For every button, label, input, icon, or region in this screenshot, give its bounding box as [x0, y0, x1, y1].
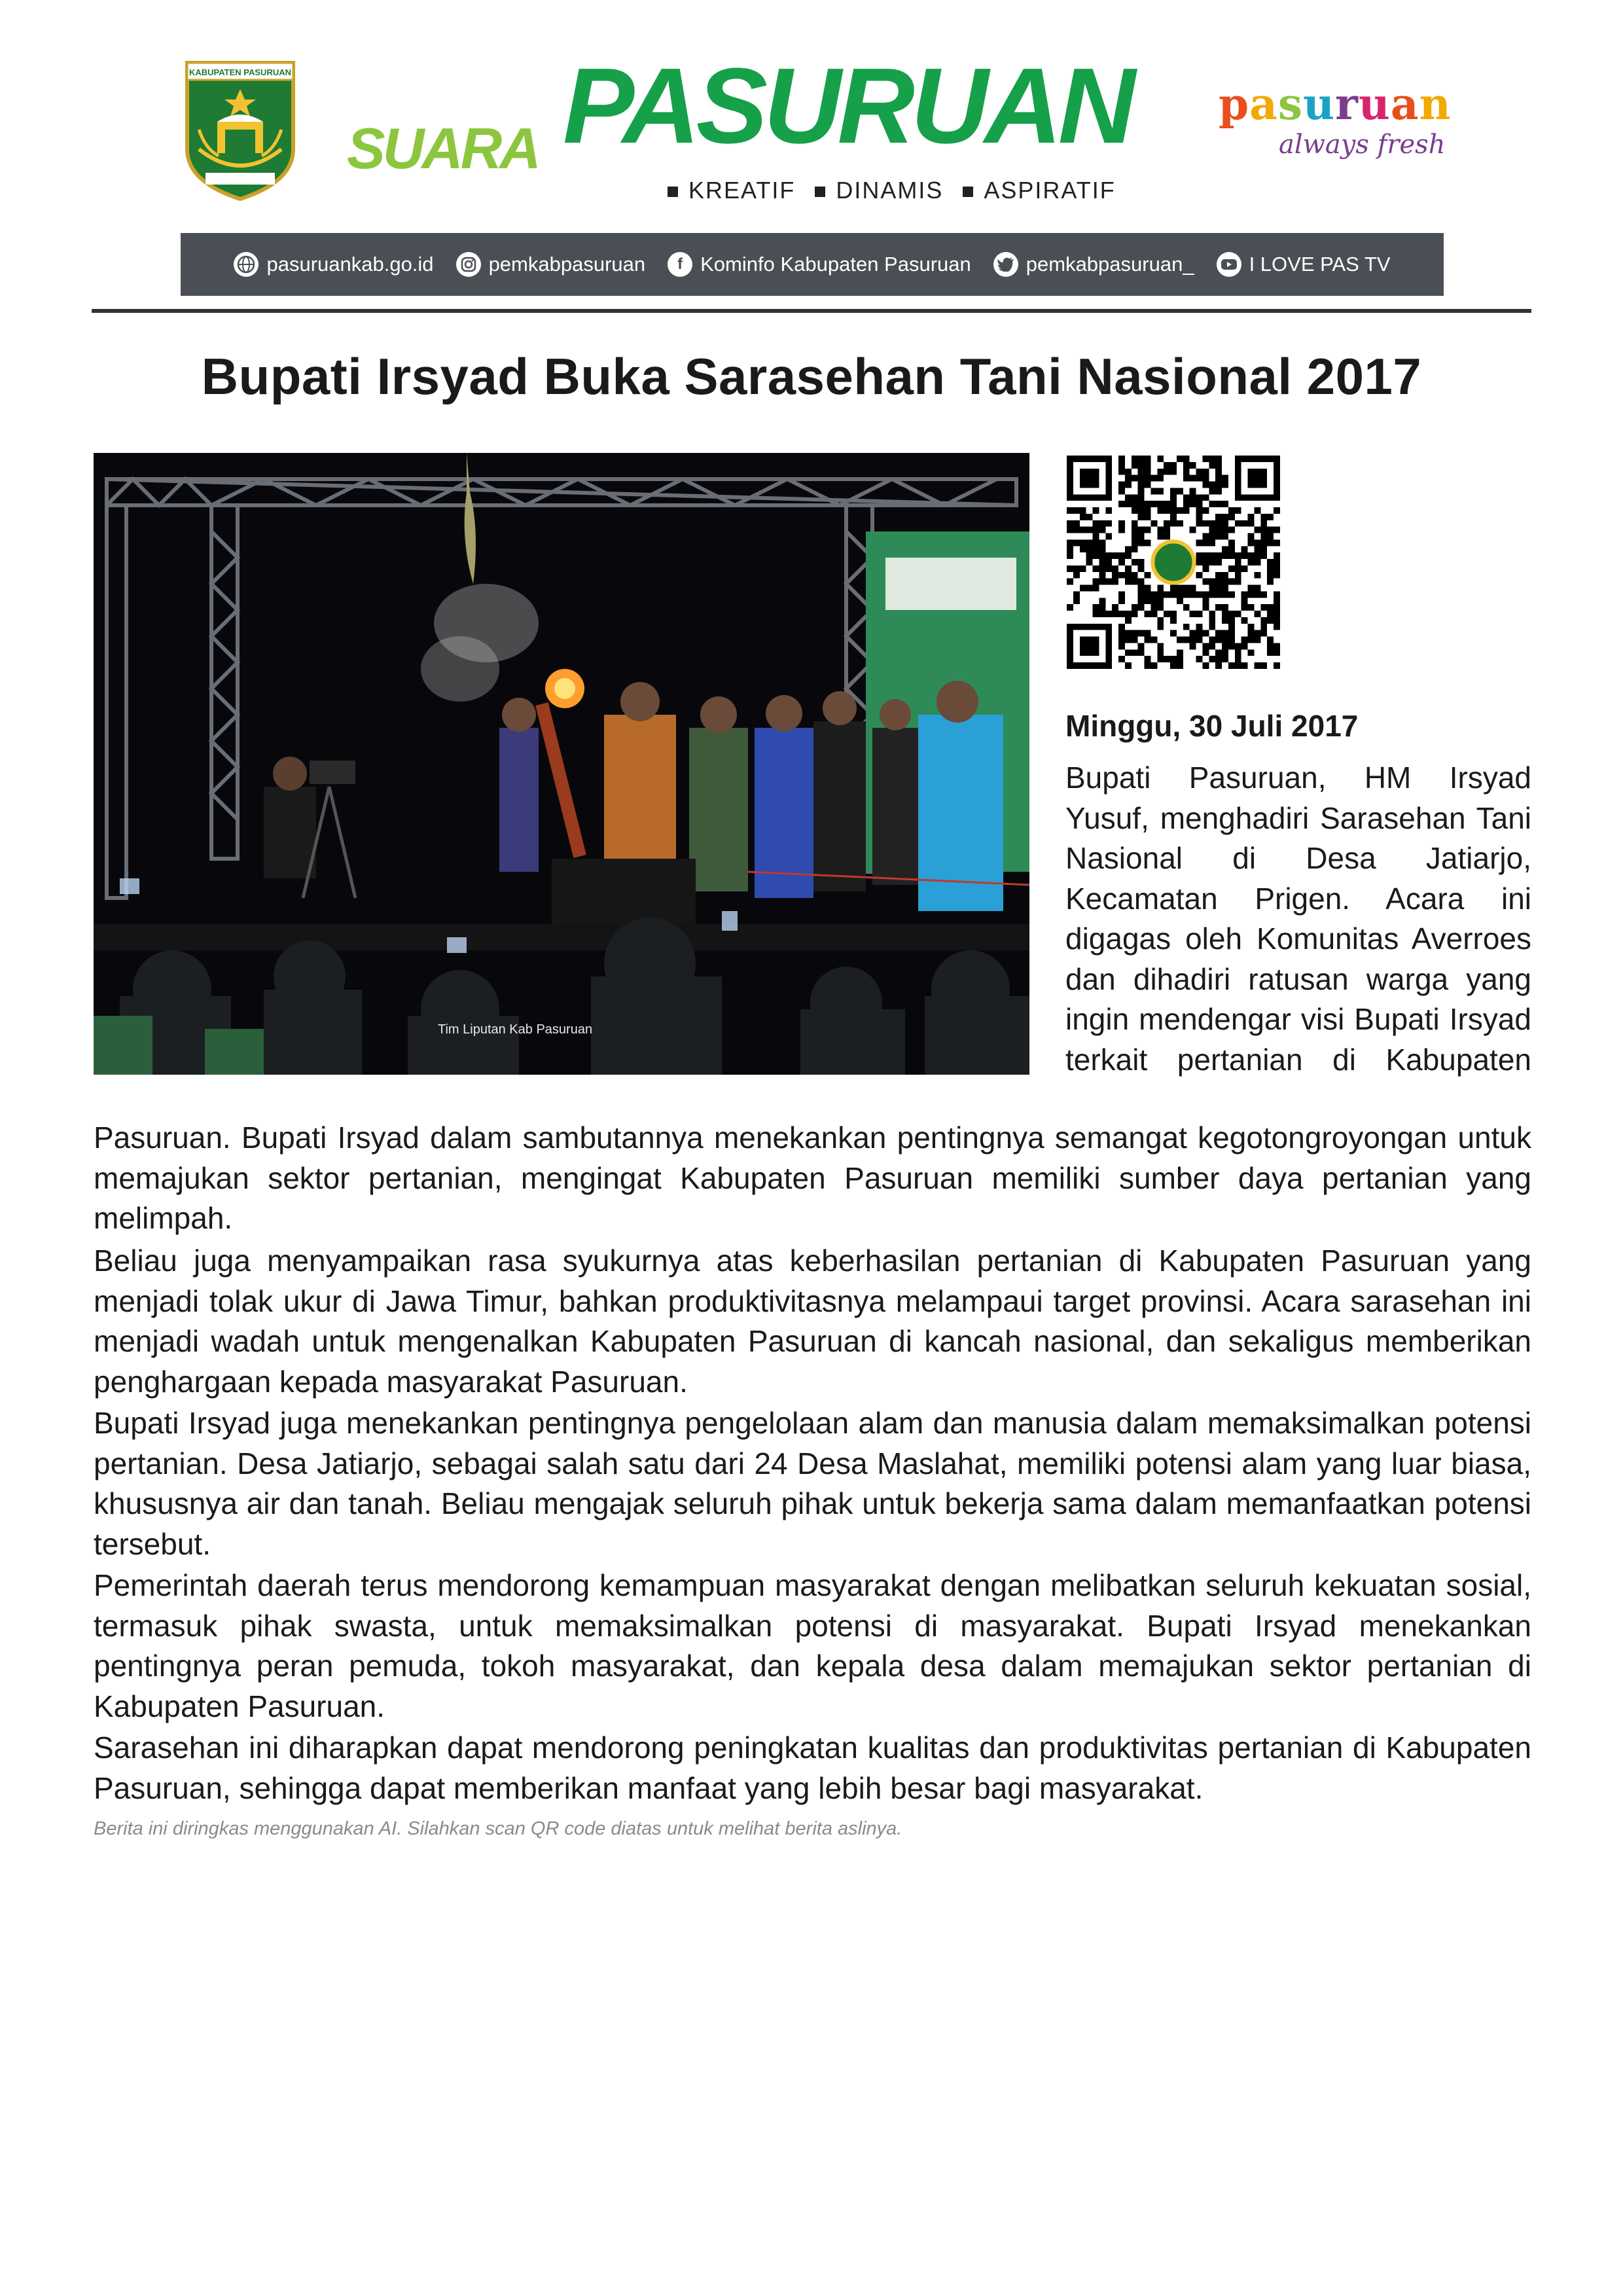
header-divider [92, 309, 1531, 313]
article-photo [94, 453, 1029, 1075]
stage-event-photo [94, 453, 1029, 1075]
article-paragraph: Bupati Irsyad juga menekankan pentingnya pengelolaan alam dan manusia dalam memaksimalkan potensi pertanian. Desa Jatiarjo, sebagai salah satu dari 24 Desa Maslahat, memiliki potensi alam yang luar biasa, khususnya air dan tanah. Beliau mengajak seluruh pihak untuk bekerja sama dalam memanfaatkan potensi tersebut. [94, 1406, 1531, 1561]
instagram-icon [456, 252, 481, 277]
article-paragraph: Sarasehan ini diharapkan dapat mendorong peningkatan kualitas dan produktivitas pertanian di Kabupaten Pasuruan, sehingga dapat memberikan manfaat yang lebih besar bagi masyarakat. [94, 1731, 1531, 1805]
crest-label: KABUPATEN PASURUAN [189, 67, 291, 77]
masthead-suara: SUARA [347, 116, 539, 181]
pasuruan-brand-logo [1219, 79, 1454, 177]
article-title: Bupati Irsyad Buka Sarasehan Tani Nasional 2017 [201, 348, 1422, 405]
article-paragraph: Pemerintah daerah terus mendorong kemampuan masyarakat dengan melibatkan seluruh kekuatan sosial, termasuk pihak swasta, untuk memaksimalkan potensi di masyarakat. Bupati Irsyad menekankan pentingnya peran pemuda, tokoh masyarakat, dan kepala desa dalam memajukan sektor pertanian di Kabupaten Pasuruan. [94, 1568, 1531, 1723]
article-date: Minggu, 30 Juli 2017 [1065, 709, 1359, 743]
social-links-bar [181, 233, 1444, 296]
social-link-facebook[interactable] [668, 252, 971, 277]
kabupaten-crest-logo [179, 51, 301, 203]
social-label: pemkabpasuruan_ [1026, 253, 1194, 276]
social-link-instagram[interactable] [456, 252, 646, 277]
social-label: Kominfo Kabupaten Pasuruan [700, 253, 971, 276]
brand-word: pasuruan [1219, 79, 1452, 130]
tagline-item: DINAMIS [815, 177, 943, 204]
youtube-icon [1217, 252, 1241, 277]
photo-credit: Tim Liputan Kab Pasuruan [438, 1022, 593, 1037]
masthead [347, 46, 1171, 204]
masthead-pasuruan: PASURUAN [563, 46, 1132, 166]
social-link-twitter[interactable] [993, 252, 1194, 277]
qr-code[interactable] [1067, 456, 1280, 669]
facebook-icon: f [668, 252, 692, 277]
social-link-website[interactable] [234, 252, 433, 277]
social-label: I LOVE PAS TV [1249, 253, 1391, 276]
article-intro: Bupati Pasuruan, HM Irsyad Yusuf, menghadiri Sarasehan Tani Nasional di Desa Jatiarjo, Kecamatan Prigen. Acara ini digagas oleh Komunitas Averroes dan dihadiri ratusan warga yang ingin mendengar visi Bupati Irsyad terkait pertanian di Kabupaten [1065, 761, 1531, 1077]
masthead-tagline [668, 177, 1116, 204]
social-link-youtube[interactable] [1217, 252, 1391, 277]
brand-tagline: always fresh [1279, 130, 1446, 160]
tagline-item: ASPIRATIF [963, 177, 1115, 204]
social-label: pasuruankab.go.id [266, 253, 434, 276]
globe-icon [234, 252, 259, 277]
social-label: pemkabpasuruan [488, 253, 646, 276]
tagline-item: KREATIF [668, 177, 795, 204]
ai-summary-footnote: Berita ini diringkas menggunakan AI. Silahkan scan QR code diatas untuk melihat berita aslinya. [94, 1818, 902, 1839]
twitter-icon [993, 252, 1018, 277]
article-intro-continued: Pasuruan. Bupati Irsyad dalam sambutannya menekankan pentingnya semangat kegotongroyongan untuk memajukan sektor pertanian, mengingat Kabupaten Pasuruan memiliki sumber daya pertanian yang melimpah. [94, 1121, 1531, 1235]
article-paragraph: Beliau juga menyampaikan rasa syukurnya atas keberhasilan pertanian di Kabupaten Pasuruan yang menjadi tolak ukur di Jawa Timur, bahkan produktivitasnya melampaui target provinsi. Acara sarasehan ini menjadi wadah untuk mengenalkan Kabupaten Pasuruan di kancah nasional, dan sekaligus memberikan penghargaan kepada masyarakat Pasuruan. [94, 1244, 1531, 1399]
